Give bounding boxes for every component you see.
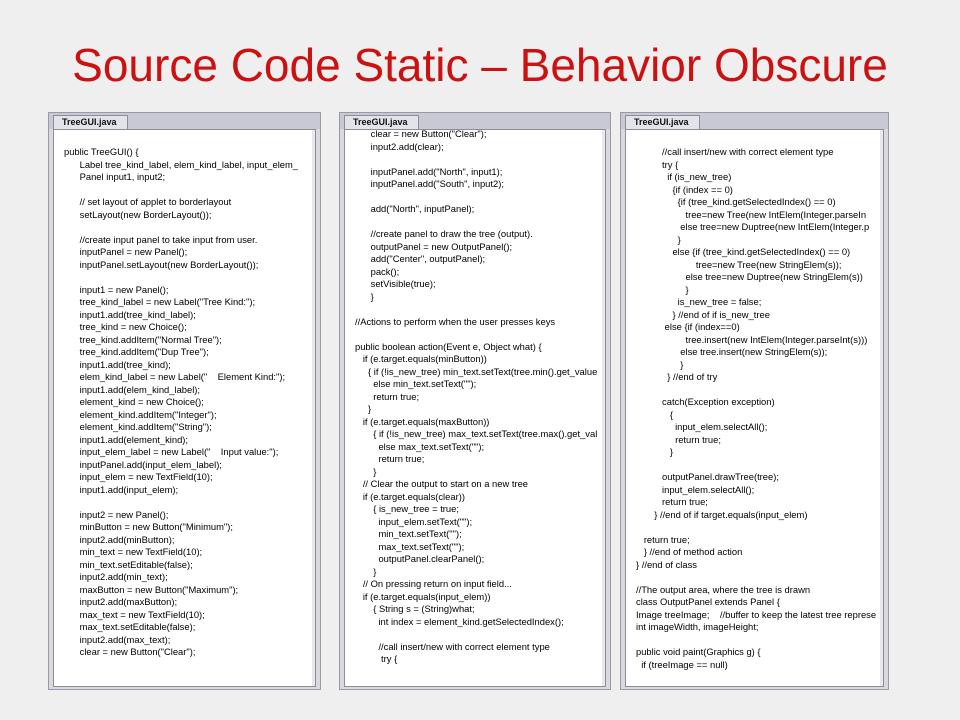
code-editor-right xyxy=(620,112,889,690)
editor-tab[interactable]: TreeGUI.java xyxy=(53,115,128,129)
source-code: //call insert/new with correct element type try { if (is_new_tree) {if (index == 0) {if (tree_kind.getSelectedIndex() == 0) tree=new Tree(new IntElem(Integer.parseIn else tree=new Duptree(new IntElem(Integer.p } else {if (tree_kind.getSelectedIndex() == 0) tree=new Tree(new StringElem(s)); else tree=new Duptree(new StringElem(s)) } is_new_tree = false; } //end of if is_new_tree else {if (index==0) tree.insert(new IntElem(Integer.parseInt(s))) else tree.insert(new StringElem(s)); } } //end of try catch(Exception exception) { input_elem.selectAll(); return true; } outputPanel.drawTree(tree); input_elem.selectAll(); return true; } //end of if target.equals(input_elem) return true; } //end of method action } //end of class //The output area, where the tree is drawn class OutputPanel extends Panel { Image treeImage; //buffer to keep the latest tree represe int imageWidth, imageHeight; public void paint(Graphics g) { if (treeImage == null) xyxy=(636,146,877,670)
code-area[interactable] xyxy=(53,129,316,687)
scrollbar[interactable] xyxy=(880,130,883,686)
code-editor-middle xyxy=(339,112,611,690)
scrollbar[interactable] xyxy=(312,130,315,686)
editor-tab-bar xyxy=(49,113,320,129)
source-code: clear = new Button("Clear"); input2.add(clear); inputPanel.add("North", input1); inputPanel.add("South", input2); add("North", inputPanel); //create panel to draw the tree (output). outputPanel = new OutputPanel(); add("Center", outputPanel); pack(); setVisible(true); } //Actions to perform when the user presses keys public boolean action(Event e, Object what) { if (e.target.equals(minButton)) { if (!is_new_tree) min_text.setText(tree.min().get_value else min_text.setText(""); return true; } if (e.target.equals(maxButton)) { if (!is_new_tree) max_text.setText(tree.max().get_val else max_text.setText(""); return true; } // Clear the output to start on a new tree if (e.target.equals(clear)) { is_new_tree = true; input_elem.setText(""); min_text.setText(""); max_text.setText(""); outputPanel.clearPanel(); } // On pressing return on input field... if (e.target.equals(input_elem)) { String s = (String)what; int index = element_kind.getSelectedIndex(); //call insert/new with correct element type try { xyxy=(355,129,598,664)
code-editor-left xyxy=(48,112,321,690)
editor-tab-bar xyxy=(340,113,610,129)
editor-tab[interactable]: TreeGUI.java xyxy=(625,115,700,129)
scrollbar[interactable] xyxy=(602,130,605,686)
code-area[interactable] xyxy=(344,129,606,687)
editor-tab[interactable]: TreeGUI.java xyxy=(344,115,419,129)
slide-title: Source Code Static – Behavior Obscure xyxy=(72,39,888,91)
editor-tab-bar xyxy=(621,113,888,129)
code-area[interactable] xyxy=(625,129,884,687)
source-code: public TreeGUI() { Label tree_kind_label, elem_kind_label, input_elem_ Panel input1, input2; // set layout of applet to borderlayout setLayout(new BorderLayout()); //create input panel to take input from user. inputPanel = new Panel(); inputPanel.setLayout(new BorderLayout()); input1 = new Panel(); tree_kind_label = new Label("Tree Kind:"); input1.add(tree_kind_label); tree_kind = new Choice(); tree_kind.addItem("Normal Tree"); tree_kind.addItem("Dup Tree"); input1.add(tree_kind); elem_kind_label = new Label(" Element Kind:"); input1.add(elem_kind_label); element_kind = new Choice(); element_kind.addItem("Integer"); element_kind.addItem("String"); input1.add(element_kind); input_elem_label = new Label(" Input value:"); inputPanel.add(input_elem_label); input_elem = new TextField(10); input1.add(input_elem); input2 = new Panel(); minButton = new Button("Minimum"); input2.add(minButton); min_text = new TextField(10); min_text.setEditable(false); input2.add(min_text); maxButton = new Button("Maximum"); input2.add(maxButton); max_text = new TextField(10); max_text.setEditable(false); input2.add(max_text); clear = new Button("Clear"); xyxy=(64,146,299,657)
